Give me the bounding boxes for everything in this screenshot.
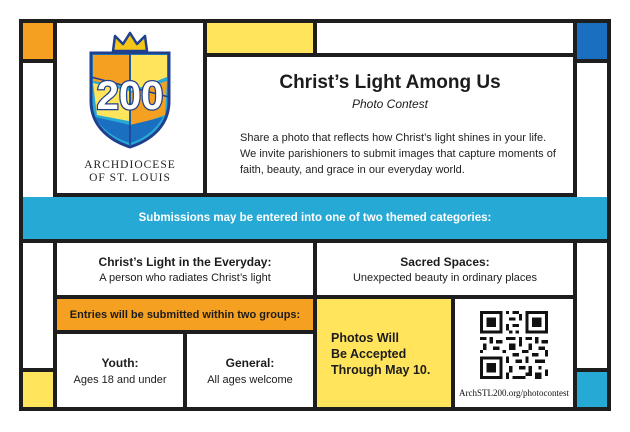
org-name-line2: OF ST. LOUIS: [89, 172, 171, 184]
deco-cyan-bottom-right: [577, 372, 607, 407]
deadline-line2: Be Accepted: [331, 347, 407, 361]
deco-white-top: [317, 23, 573, 53]
group-desc: Ages 18 and under: [73, 373, 167, 386]
qr-panel: [455, 299, 573, 407]
category-desc: Unexpected beauty in ordinary places: [352, 271, 538, 284]
groups-banner-text: Entries will be submitted within two groups:: [69, 308, 301, 321]
page-title: Christ’s Light Among Us: [279, 72, 501, 93]
group-card-general: [187, 334, 313, 407]
group-title: General:: [225, 355, 275, 370]
deco-white-right-1: [577, 63, 607, 201]
deco-yellow-bottom-left: [23, 372, 53, 407]
group-title: Youth:: [101, 355, 139, 370]
logo-panel: [57, 23, 203, 193]
deco-white-left-1: [23, 63, 53, 201]
deadline-line3: Through May 10.: [331, 363, 431, 377]
deco-yellow-top: [207, 23, 313, 53]
crown-icon: [113, 33, 147, 51]
qr-url-link[interactable]: ArchSTL200.org/photocontest: [458, 388, 570, 398]
category-card-everyday: [57, 243, 313, 295]
category-title: Sacred Spaces:: [400, 254, 490, 269]
description-text: Share a photo that reflects how Christ’s light shines in your life. We invite parishioners to submit images that capture moments of faith, beauty, and grace in our everyday world.: [240, 132, 556, 176]
deco-white-left-2: [23, 243, 53, 368]
qr-code-icon[interactable]: [480, 311, 548, 379]
categories-banner: [23, 197, 607, 239]
categories-banner-text: Submissions may be entered into one of two themed categories:: [138, 212, 492, 224]
logo-200-text: 200: [96, 74, 164, 118]
deadline-line1: Photos Will: [331, 331, 399, 345]
deco-blue-top-right: [577, 23, 607, 59]
deadline-panel: [317, 299, 451, 407]
category-desc: A person who radiates Christ’s light: [99, 271, 271, 284]
deco-orange-top-left: [23, 23, 53, 59]
category-card-sacred-spaces: [317, 243, 573, 295]
deco-white-right-2: [577, 243, 607, 368]
page-subtitle: Photo Contest: [351, 97, 429, 111]
groups-banner: [57, 299, 313, 330]
group-card-youth: [57, 334, 183, 407]
group-desc: All ages welcome: [207, 373, 293, 386]
org-name-line1: ARCHDIOCESE: [84, 159, 176, 171]
category-title: Christ’s Light in the Everyday:: [98, 254, 272, 269]
title-panel: [207, 57, 573, 193]
anniversary-shield-logo: [85, 31, 175, 149]
